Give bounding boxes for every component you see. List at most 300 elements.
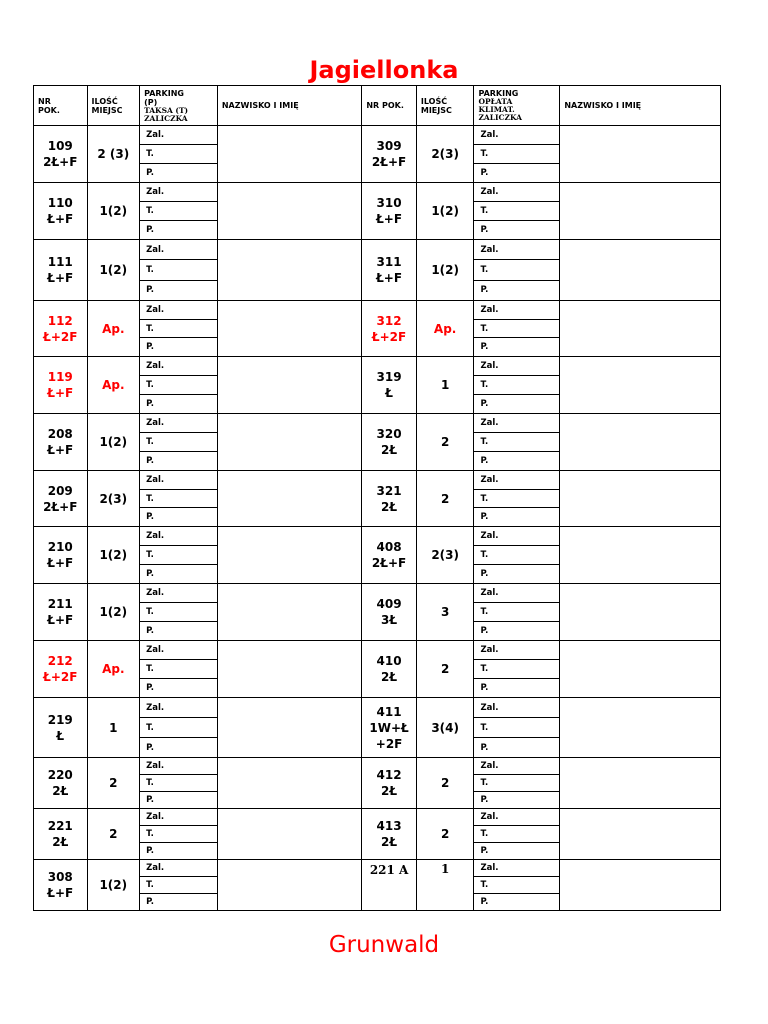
parking-line-label: T.: [480, 722, 489, 733]
header-places-left: ILOŚĆ MIEJSC: [87, 86, 140, 126]
parking-cell-left: [140, 809, 218, 860]
parking-line-label: P.: [480, 795, 489, 805]
parking-line-deposit[interactable]: [140, 527, 217, 546]
parking-line-label: P.: [480, 225, 489, 235]
parking-line-label: P.: [146, 399, 154, 409]
parking-line-deposit[interactable]: [140, 698, 217, 718]
guest-name-left[interactable]: [217, 584, 361, 641]
room-number-left: 111 Ł+F: [34, 240, 88, 301]
parking-cell-right: [474, 301, 560, 357]
parking-line-label: P.: [480, 683, 489, 693]
room-number-right: 319 Ł: [362, 357, 417, 414]
parking-line-deposit[interactable]: [474, 698, 559, 718]
parking-line-deposit[interactable]: [474, 641, 559, 660]
guest-name-left[interactable]: [217, 809, 361, 860]
parking-line-label: Zal.: [480, 244, 499, 255]
places-count-left: 2: [87, 758, 140, 809]
places-count-left: 1(2): [87, 527, 140, 584]
guest-name-left[interactable]: [217, 240, 361, 301]
guest-name-left[interactable]: [217, 414, 361, 471]
parking-line-label: Zal.: [146, 645, 165, 655]
parking-line-deposit[interactable]: [140, 126, 217, 145]
parking-line-label: Zal.: [480, 130, 499, 140]
parking-cell-left: [140, 527, 218, 584]
guest-name-right[interactable]: [560, 527, 721, 584]
parking-line-label: T.: [480, 206, 489, 216]
guest-name-left[interactable]: [217, 357, 361, 414]
parking-cell-left: [140, 414, 218, 471]
guest-name-left[interactable]: [217, 301, 361, 357]
parking-line-label: P.: [146, 795, 154, 805]
parking-line-label: Zal.: [146, 702, 165, 713]
room-number-left: 109 2Ł+F: [34, 126, 88, 183]
room-number-left: 119 Ł+F: [34, 357, 88, 414]
room-number-left: 212 Ł+2F: [34, 641, 88, 698]
guest-name-right[interactable]: [560, 301, 721, 357]
parking-line-parking[interactable]: [140, 452, 217, 470]
parking-line-label: T.: [480, 829, 489, 839]
room-number-left: 219 Ł: [34, 698, 88, 758]
header-parking-left: PARKING (P) TAKSA (T) ZALICZKA: [140, 86, 218, 126]
parking-line-label: T.: [146, 493, 154, 504]
parking-line-label: T.: [480, 778, 489, 788]
places-count-left: 1(2): [87, 584, 140, 641]
places-count-right: 2: [416, 471, 474, 527]
guest-name-left[interactable]: [217, 698, 361, 758]
parking-line-deposit[interactable]: [140, 301, 217, 320]
places-count-left: 1(2): [87, 240, 140, 301]
parking-line-tax[interactable]: [474, 660, 559, 679]
parking-line-label: P.: [146, 742, 154, 753]
parking-cell-right: [474, 758, 560, 809]
parking-line-tax[interactable]: [140, 826, 217, 843]
parking-cell-right: [474, 471, 560, 527]
places-count-right: 1(2): [416, 183, 474, 240]
parking-line-parking[interactable]: [140, 221, 217, 239]
parking-line-label: P.: [146, 456, 154, 466]
parking-line-label: P.: [146, 342, 154, 353]
parking-line-label: P.: [480, 285, 489, 296]
parking-line-label: T.: [480, 880, 489, 890]
room-number-left: 210 Ł+F: [34, 527, 88, 584]
header-row: [34, 86, 721, 126]
parking-line-label: T.: [480, 493, 489, 504]
room-number-right: 311 Ł+F: [362, 240, 417, 301]
parking-line-label: P.: [480, 846, 489, 856]
parking-line-parking[interactable]: [474, 738, 559, 757]
parking-line-parking[interactable]: [474, 395, 559, 413]
guest-name-right[interactable]: [560, 584, 721, 641]
parking-line-tax[interactable]: [140, 775, 217, 792]
parking-line-tax[interactable]: [474, 145, 559, 164]
guest-name-right[interactable]: [560, 183, 721, 240]
parking-line-tax[interactable]: [474, 826, 559, 843]
parking-line-label: T.: [480, 607, 489, 617]
parking-line-deposit[interactable]: [140, 641, 217, 660]
places-count-right: Ap.: [416, 301, 474, 357]
parking-line-parking[interactable]: [140, 508, 217, 526]
parking-line-label: P.: [480, 512, 489, 523]
parking-line-deposit[interactable]: [140, 240, 217, 260]
room-number-right: 408 2Ł+F: [362, 527, 417, 584]
parking-line-tax[interactable]: [474, 433, 559, 452]
parking-line-parking[interactable]: [140, 338, 217, 356]
room-number-left: 208 Ł+F: [34, 414, 88, 471]
guest-name-left[interactable]: [217, 641, 361, 698]
parking-line-label: T.: [146, 880, 154, 890]
parking-line-label: T.: [146, 206, 154, 216]
room-number-left: 211 Ł+F: [34, 584, 88, 641]
places-count-left: 1: [87, 698, 140, 758]
parking-line-label: Zal.: [480, 863, 499, 873]
parking-line-parking[interactable]: [474, 565, 559, 583]
parking-line-deposit[interactable]: [140, 860, 217, 877]
guest-name-left[interactable]: [217, 183, 361, 240]
parking-line-tax[interactable]: [140, 260, 217, 280]
parking-line-label: Zal.: [480, 812, 499, 822]
parking-line-label: P.: [146, 626, 154, 636]
parking-line-label: Zal.: [146, 588, 165, 598]
room-number-right: 410 2Ł: [362, 641, 417, 698]
parking-line-label: Zal.: [146, 474, 165, 485]
parking-line-tax[interactable]: [140, 320, 217, 339]
parking-line-label: T.: [146, 437, 154, 447]
parking-line-parking[interactable]: [474, 843, 559, 859]
places-count-left: 2: [87, 809, 140, 860]
header-room-left: NR POK.: [34, 86, 88, 126]
table-row: [34, 357, 721, 414]
header-name-right: NAZWISKO I IMIĘ: [560, 86, 721, 126]
parking-line-parking[interactable]: [474, 338, 559, 356]
places-count-left: 1(2): [87, 414, 140, 471]
header-name-left: NAZWISKO I IMIĘ: [217, 86, 361, 126]
table-row: [34, 240, 721, 301]
guest-name-left[interactable]: [217, 860, 361, 911]
parking-cell-left: [140, 183, 218, 240]
parking-line-deposit[interactable]: [474, 758, 559, 775]
parking-line-label: T.: [146, 550, 154, 560]
parking-line-label: T.: [146, 323, 154, 334]
parking-line-label: P.: [146, 512, 154, 523]
parking-line-label: Zal.: [480, 304, 499, 315]
parking-line-parking[interactable]: [140, 679, 217, 697]
parking-line-deposit[interactable]: [474, 809, 559, 826]
room-number-left: 209 2Ł+F: [34, 471, 88, 527]
parking-line-parking[interactable]: [140, 792, 217, 808]
parking-line-label: Zal.: [480, 761, 499, 771]
guest-name-right[interactable]: [560, 126, 721, 183]
room-number-right: 321 2Ł: [362, 471, 417, 527]
guest-name-left[interactable]: [217, 758, 361, 809]
places-count-left: 2 (3): [87, 126, 140, 183]
places-count-left: 1(2): [87, 860, 140, 911]
parking-line-label: T.: [480, 664, 489, 674]
parking-line-label: Zal.: [146, 418, 165, 428]
footer-label: Grunwald: [328, 932, 440, 958]
parking-line-deposit[interactable]: [140, 183, 217, 202]
table-row: [34, 641, 721, 698]
guest-name-right[interactable]: [560, 809, 721, 860]
parking-line-label: Zal.: [480, 361, 499, 371]
parking-line-label: T.: [146, 264, 154, 275]
parking-cell-left: [140, 471, 218, 527]
parking-cell-left: [140, 584, 218, 641]
table-row: [34, 471, 721, 527]
parking-line-tax[interactable]: [140, 546, 217, 565]
guest-name-right[interactable]: [560, 357, 721, 414]
table-row: [34, 584, 721, 641]
parking-line-label: P.: [146, 285, 154, 296]
parking-line-parking[interactable]: [474, 221, 559, 239]
guest-name-right[interactable]: [560, 860, 721, 911]
room-number-right: 221 A: [362, 860, 417, 911]
parking-line-parking[interactable]: [474, 679, 559, 697]
parking-line-tax[interactable]: [140, 145, 217, 164]
parking-line-deposit[interactable]: [474, 860, 559, 877]
parking-line-label: Zal.: [480, 531, 499, 541]
parking-cell-left: [140, 641, 218, 698]
parking-line-label: T.: [480, 264, 489, 275]
parking-line-label: Zal.: [146, 531, 165, 541]
parking-line-label: T.: [480, 323, 489, 334]
places-count-right: 3: [416, 584, 474, 641]
parking-line-label: Zal.: [480, 187, 499, 197]
guest-name-right[interactable]: [560, 758, 721, 809]
parking-line-label: P.: [146, 683, 154, 693]
parking-line-tax[interactable]: [140, 376, 217, 395]
room-number-right: 409 3Ł: [362, 584, 417, 641]
parking-cell-right: [474, 240, 560, 301]
parking-line-label: P.: [146, 897, 154, 907]
guest-name-right[interactable]: [560, 641, 721, 698]
document-title: Jagiellonka: [309, 56, 459, 84]
header-places-right: ILOŚĆ MIEJSC: [416, 86, 474, 126]
parking-line-label: P.: [480, 569, 489, 579]
table-row: [34, 126, 721, 183]
parking-line-parking[interactable]: [474, 164, 559, 182]
parking-line-parking[interactable]: [474, 508, 559, 526]
parking-line-tax[interactable]: [474, 718, 559, 738]
parking-line-deposit[interactable]: [474, 357, 559, 376]
parking-line-label: T.: [480, 149, 489, 159]
parking-cell-left: [140, 240, 218, 301]
parking-line-deposit[interactable]: [140, 584, 217, 603]
guest-name-right[interactable]: [560, 698, 721, 758]
parking-cell-right: [474, 357, 560, 414]
parking-line-label: Zal.: [146, 304, 165, 315]
room-number-left: 112 Ł+2F: [34, 301, 88, 357]
parking-line-tax[interactable]: [140, 433, 217, 452]
parking-line-deposit[interactable]: [474, 126, 559, 145]
parking-line-parking[interactable]: [140, 843, 217, 859]
parking-line-tax[interactable]: [140, 660, 217, 679]
parking-cell-right: [474, 414, 560, 471]
table-row: [34, 183, 721, 240]
parking-line-tax[interactable]: [140, 718, 217, 738]
parking-cell-left: [140, 860, 218, 911]
room-number-left: 220 2Ł: [34, 758, 88, 809]
parking-cell-right: [474, 809, 560, 860]
places-count-right: 2(3): [416, 527, 474, 584]
parking-line-label: Zal.: [480, 702, 499, 713]
parking-line-label: T.: [146, 664, 154, 674]
parking-line-label: Zal.: [480, 645, 499, 655]
parking-line-label: Zal.: [146, 130, 165, 140]
parking-line-label: Zal.: [480, 474, 499, 485]
parking-line-label: P.: [480, 626, 489, 636]
parking-line-label: Zal.: [146, 361, 165, 371]
parking-line-label: T.: [146, 607, 154, 617]
places-count-right: 3(4): [416, 698, 474, 758]
parking-line-label: Zal.: [146, 863, 165, 873]
guest-name-right[interactable]: [560, 414, 721, 471]
parking-line-label: Zal.: [146, 187, 165, 197]
room-number-left: 110 Ł+F: [34, 183, 88, 240]
places-count-right: 2(3): [416, 126, 474, 183]
parking-cell-right: [474, 584, 560, 641]
places-count-right: 1: [416, 860, 474, 911]
room-number-right: 312 Ł+2F: [362, 301, 417, 357]
guest-name-left[interactable]: [217, 126, 361, 183]
guest-name-left[interactable]: [217, 527, 361, 584]
parking-cell-left: [140, 357, 218, 414]
parking-line-parking[interactable]: [140, 164, 217, 182]
parking-line-tax[interactable]: [474, 320, 559, 339]
parking-line-parking[interactable]: [140, 395, 217, 413]
parking-line-deposit[interactable]: [140, 471, 217, 490]
places-count-right: 2: [416, 414, 474, 471]
places-count-left: Ap.: [87, 641, 140, 698]
parking-line-label: T.: [146, 778, 154, 788]
parking-line-label: T.: [480, 550, 489, 560]
table-row: [34, 527, 721, 584]
parking-cell-left: [140, 126, 218, 183]
places-count-right: 2: [416, 758, 474, 809]
parking-line-tax[interactable]: [474, 877, 559, 894]
parking-line-tax[interactable]: [140, 202, 217, 221]
room-number-right: 413 2Ł: [362, 809, 417, 860]
parking-line-deposit[interactable]: [140, 809, 217, 826]
parking-line-deposit[interactable]: [474, 527, 559, 546]
parking-line-label: Zal.: [146, 812, 165, 822]
parking-cell-right: [474, 126, 560, 183]
header-room-right: NR POK.: [362, 86, 417, 126]
parking-line-tax[interactable]: [474, 775, 559, 792]
parking-cell-right: [474, 698, 560, 758]
parking-line-deposit[interactable]: [140, 414, 217, 433]
table-row: [34, 809, 721, 860]
parking-line-label: Zal.: [480, 418, 499, 428]
table-row: [34, 698, 721, 758]
parking-line-parking[interactable]: [140, 622, 217, 640]
room-number-right: 309 2Ł+F: [362, 126, 417, 183]
parking-line-parking[interactable]: [474, 281, 559, 300]
parking-cell-right: [474, 183, 560, 240]
table-row: [34, 414, 721, 471]
parking-line-label: P.: [146, 225, 154, 235]
parking-line-deposit[interactable]: [474, 240, 559, 260]
parking-line-label: P.: [146, 168, 154, 178]
parking-line-label: T.: [146, 722, 154, 733]
parking-cell-left: [140, 301, 218, 357]
parking-line-label: T.: [480, 380, 489, 390]
places-count-left: 1(2): [87, 183, 140, 240]
room-number-left: 308 Ł+F: [34, 860, 88, 911]
parking-line-tax[interactable]: [140, 490, 217, 509]
room-number-right: 320 2Ł: [362, 414, 417, 471]
parking-line-tax[interactable]: [474, 603, 559, 622]
guest-name-left[interactable]: [217, 471, 361, 527]
places-count-right: 2: [416, 809, 474, 860]
parking-cell-right: [474, 527, 560, 584]
header-parking-right: PARKING OPŁATA KLIMAT. ZALICZKA: [474, 86, 560, 126]
parking-line-tax[interactable]: [140, 877, 217, 894]
parking-line-label: Zal.: [146, 244, 165, 255]
parking-cell-right: [474, 860, 560, 911]
parking-line-deposit[interactable]: [474, 414, 559, 433]
parking-line-parking[interactable]: [140, 894, 217, 910]
parking-cell-left: [140, 698, 218, 758]
parking-line-label: P.: [146, 569, 154, 579]
parking-line-label: T.: [480, 437, 489, 447]
parking-line-label: T.: [146, 829, 154, 839]
parking-line-parking[interactable]: [474, 622, 559, 640]
room-number-left: 221 2Ł: [34, 809, 88, 860]
table-row: [34, 758, 721, 809]
room-number-right: 412 2Ł: [362, 758, 417, 809]
parking-line-deposit[interactable]: [140, 758, 217, 775]
parking-line-tax[interactable]: [474, 260, 559, 280]
parking-line-label: Zal.: [480, 588, 499, 598]
places-count-left: Ap.: [87, 301, 140, 357]
places-count-right: 1(2): [416, 240, 474, 301]
parking-line-tax[interactable]: [474, 202, 559, 221]
parking-cell-left: [140, 758, 218, 809]
parking-line-parking[interactable]: [140, 738, 217, 757]
parking-line-label: P.: [480, 342, 489, 353]
guest-name-right[interactable]: [560, 471, 721, 527]
parking-line-label: P.: [480, 456, 489, 466]
parking-line-label: P.: [480, 742, 489, 753]
parking-line-deposit[interactable]: [474, 584, 559, 603]
parking-line-parking[interactable]: [474, 894, 559, 910]
parking-line-label: P.: [480, 168, 489, 178]
guest-name-right[interactable]: [560, 240, 721, 301]
parking-line-deposit[interactable]: [474, 301, 559, 320]
parking-line-tax[interactable]: [474, 376, 559, 395]
parking-line-tax[interactable]: [474, 490, 559, 509]
parking-cell-right: [474, 641, 560, 698]
parking-line-label: P.: [480, 399, 489, 409]
parking-line-parking[interactable]: [474, 452, 559, 470]
table-row: [34, 860, 721, 911]
parking-line-label: P.: [480, 897, 489, 907]
table-row: [34, 301, 721, 357]
parking-line-label: T.: [146, 380, 154, 390]
places-count-left: Ap.: [87, 357, 140, 414]
parking-line-tax[interactable]: [140, 603, 217, 622]
parking-line-parking[interactable]: [140, 281, 217, 300]
places-count-left: 2(3): [87, 471, 140, 527]
parking-line-parking[interactable]: [140, 565, 217, 583]
parking-line-deposit[interactable]: [474, 471, 559, 490]
parking-line-deposit[interactable]: [140, 357, 217, 376]
parking-line-deposit[interactable]: [474, 183, 559, 202]
room-table: [33, 85, 721, 911]
parking-line-tax[interactable]: [474, 546, 559, 565]
parking-line-parking[interactable]: [474, 792, 559, 808]
parking-line-label: Zal.: [146, 761, 165, 771]
